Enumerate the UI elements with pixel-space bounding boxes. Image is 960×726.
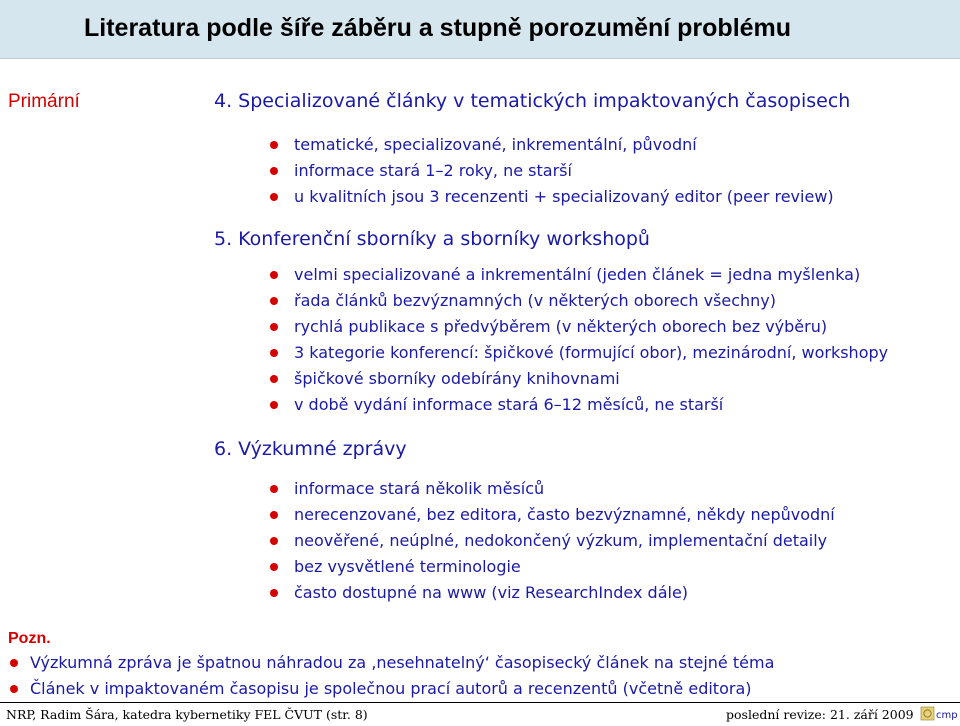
note-item: Výzkumná zpráva je špatnou náhradou za ‚nesehnatelný‘ časopisecký článek na stejné téma [10, 650, 774, 676]
list-item: často dostupné na www (viz ResearchIndex dále) [270, 580, 835, 606]
footer-left: NRP, Radim Šára, katedra kybernetiky FEL ČVUT (str. 8) [6, 707, 368, 722]
list-item: 3 kategorie konferencí: špičkové (formující obor), mezinárodní, workshopy [270, 340, 888, 366]
list-item: neověřené, neúplné, nedokončený výzkum, implementační detaily [270, 528, 835, 554]
cmp-logo-icon [920, 705, 958, 722]
note-list [10, 650, 774, 702]
list-item: tematické, specializované, inkrementální, původní [270, 132, 834, 158]
section-6-list [270, 476, 835, 606]
list-item: řada článků bezvýznamných (v některých oborech všechny) [270, 288, 888, 314]
logo-text: cmp [936, 710, 958, 721]
section-heading-5: 5. Konferenční sborníky a sborníky workshopů [214, 228, 650, 250]
list-item: v době vydání informace stará 6–12 měsíců, ne starší [270, 392, 888, 418]
section-4-list [270, 132, 834, 210]
note-label: Pozn. [8, 630, 51, 647]
section-heading-4: 4. Specializované články v tematických impaktovaných časopisech [214, 90, 851, 112]
list-item: rychlá publikace s předvýběrem (v některých oborech bez výběru) [270, 314, 888, 340]
title-bar [0, 0, 960, 59]
list-item: nerecenzované, bez editora, často bezvýznamné, někdy nepůvodní [270, 502, 835, 528]
section-heading-6: 6. Výzkumné zprávy [214, 438, 407, 460]
note-item: Článek v impaktovaném časopisu je společnou prací autorů a recenzentů (včetně editora) [10, 676, 774, 702]
list-item: informace stará několik měsíců [270, 476, 835, 502]
side-label: Primární [8, 91, 80, 112]
section-5-list [270, 262, 888, 418]
list-item: bez vysvětlené terminologie [270, 554, 835, 580]
list-item: velmi specializované a inkrementální (jeden článek = jedna myšlenka) [270, 262, 888, 288]
list-item: informace stará 1–2 roky, ne starší [270, 158, 834, 184]
list-item: u kvalitních jsou 3 recenzenti + specializovaný editor (peer review) [270, 184, 834, 210]
footer-right: poslední revize: 21. září 2009 [726, 707, 914, 722]
page-title: Literatura podle šíře záběru a stupně porozumění problému [84, 14, 792, 42]
footer-divider [0, 702, 960, 703]
list-item: špičkové sborníky odebírány knihovnami [270, 366, 888, 392]
